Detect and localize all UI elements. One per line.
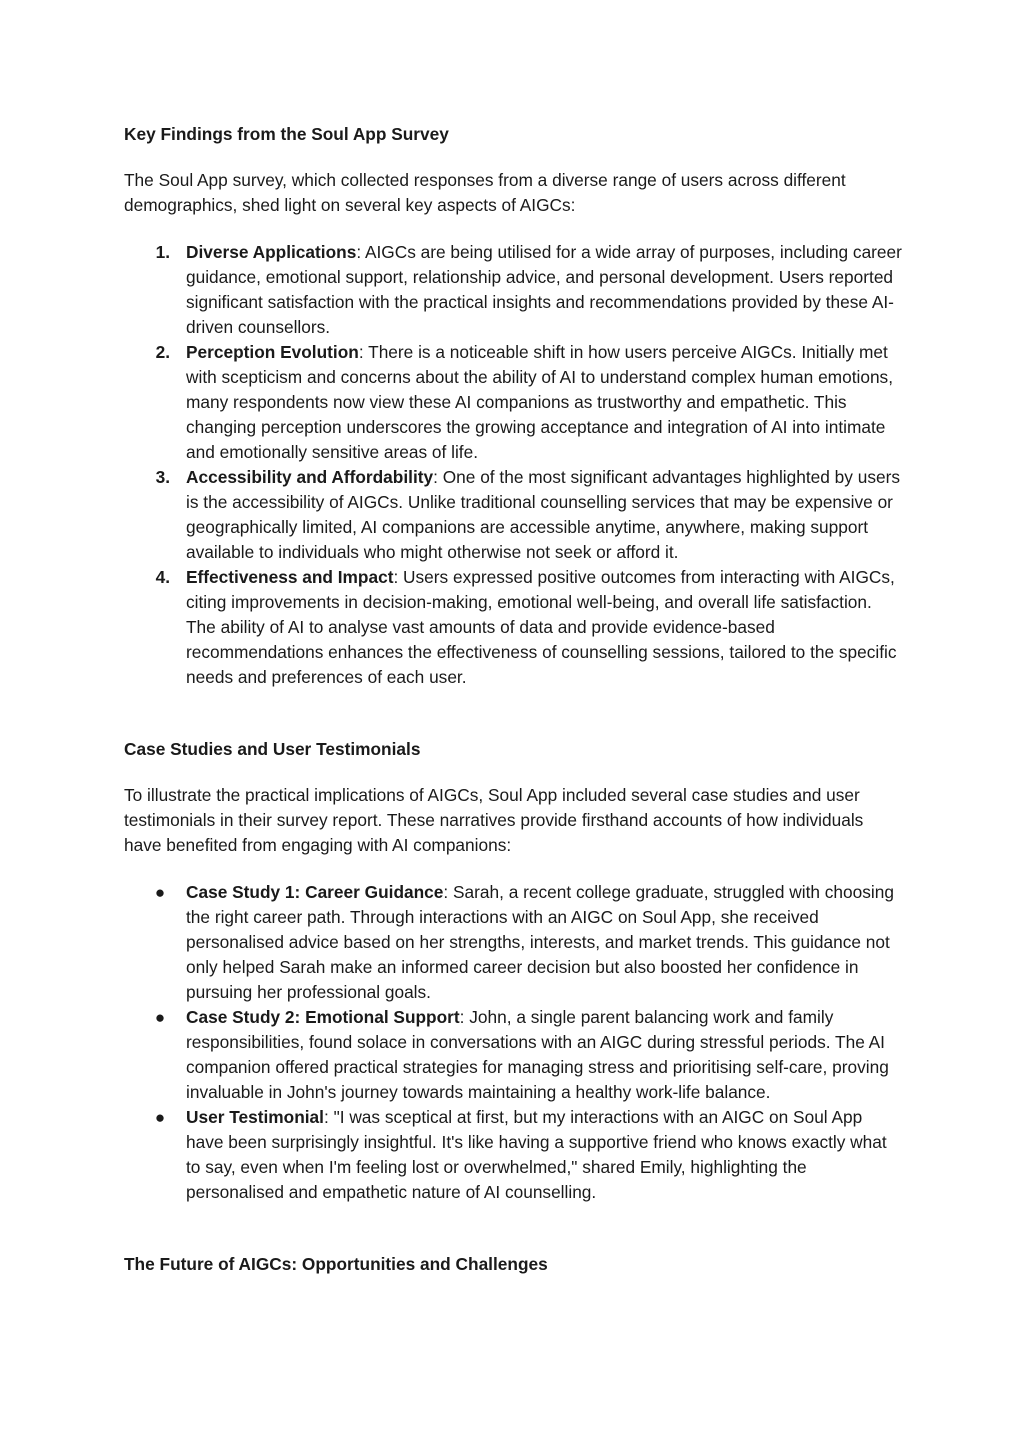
list-item [124,565,904,690]
item-term: Case Study 2: Emotional Support [186,1007,460,1027]
list-number: 4. [155,567,170,587]
key-findings-heading: Key Findings from the Soul App Survey [124,124,449,144]
key-findings-intro: The Soul App survey, which collected responses from a diverse range of users across different demographics, shed light on several key aspects of AIGCs: [124,170,846,215]
case-studies-list [124,880,904,1205]
list-item [124,240,904,340]
item-text: : "I was sceptical at first, but my interactions with an AIGC on Soul App have been surprisingly insightful. It's like having a supportive friend who knows exactly what to say, even when I'm feeling lost or overwhelmed," shared Emily, highlighting the personalised and empathetic nature of AI counselling. [186,1107,887,1202]
bullet-icon: ● [154,883,166,902]
item-text: : AIGCs are being utilised for a wide array of purposes, including career guidance, emotional support, relationship advice, and personal development. Users reported significant satisfaction with the practical insights and recommendations provided by these AI-driven counsellors. [186,242,902,337]
list-item [124,340,904,465]
item-term: Case Study 1: Career Guidance [186,882,444,902]
list-item [124,1005,904,1105]
list-item [124,1105,904,1205]
item-text: : Users expressed positive outcomes from interacting with AIGCs, citing improvements in decision-making, emotional well-being, and overall life satisfaction. The ability of AI to analyse vast amounts of data and provide evidence-based recommendations enhances the effectiveness of counselling sessions, tailored to the specific needs and preferences of each user. [186,567,897,687]
bullet-icon: ● [154,1008,166,1027]
list-number: 3. [155,467,170,487]
list-number: 2. [155,342,170,362]
item-text: : One of the most significant advantages highlighted by users is the accessibility of AIGCs. Unlike traditional counselling services that may be expensive or geographically limited, AI companions are accessible anytime, anywhere, making support available to individuals who might otherwise not seek or afford it. [186,467,900,562]
bullet-icon: ● [154,1108,166,1127]
item-term: Diverse Applications [186,242,357,262]
case-studies-heading: Case Studies and User Testimonials [124,739,421,759]
item-term: User Testimonial [186,1107,324,1127]
list-item [124,880,904,1005]
item-text: : John, a single parent balancing work and family responsibilities, found solace in conversations with an AIGC during stressful periods. The AI companion offered practical strategies for managing stress and prioritising self-care, proving invaluable in John's journey towards maintaining a healthy work-life balance. [186,1007,889,1102]
item-text: : There is a noticeable shift in how users perceive AIGCs. Initially met with scepticism and concerns about the ability of AI to understand complex human emotions, many respondents now view these AI companions as trustworthy and empathetic. This changing perception underscores the growing acceptance and integration of AI into intimate and emotionally sensitive areas of life. [186,342,893,462]
list-number: 1. [155,242,170,262]
key-findings-list [124,240,904,690]
future-heading: The Future of AIGCs: Opportunities and Challenges [124,1254,548,1274]
list-item [124,465,904,565]
item-term: Accessibility and Affordability [186,467,434,487]
item-term: Effectiveness and Impact [186,567,394,587]
item-text: : Sarah, a recent college graduate, struggled with choosing the right career path. Through interactions with an AIGC on Soul App, she received personalised advice based on her strengths, interests, and market trends. This guidance not only helped Sarah make an informed career decision but also boosted her confidence in pursuing her professional goals. [186,882,894,1002]
case-studies-intro: To illustrate the practical implications of AIGCs, Soul App included several case studies and user testimonials in their survey report. These narratives provide firsthand accounts of how individuals have benefited from engaging with AI companions: [124,785,864,855]
item-term: Perception Evolution [186,342,359,362]
